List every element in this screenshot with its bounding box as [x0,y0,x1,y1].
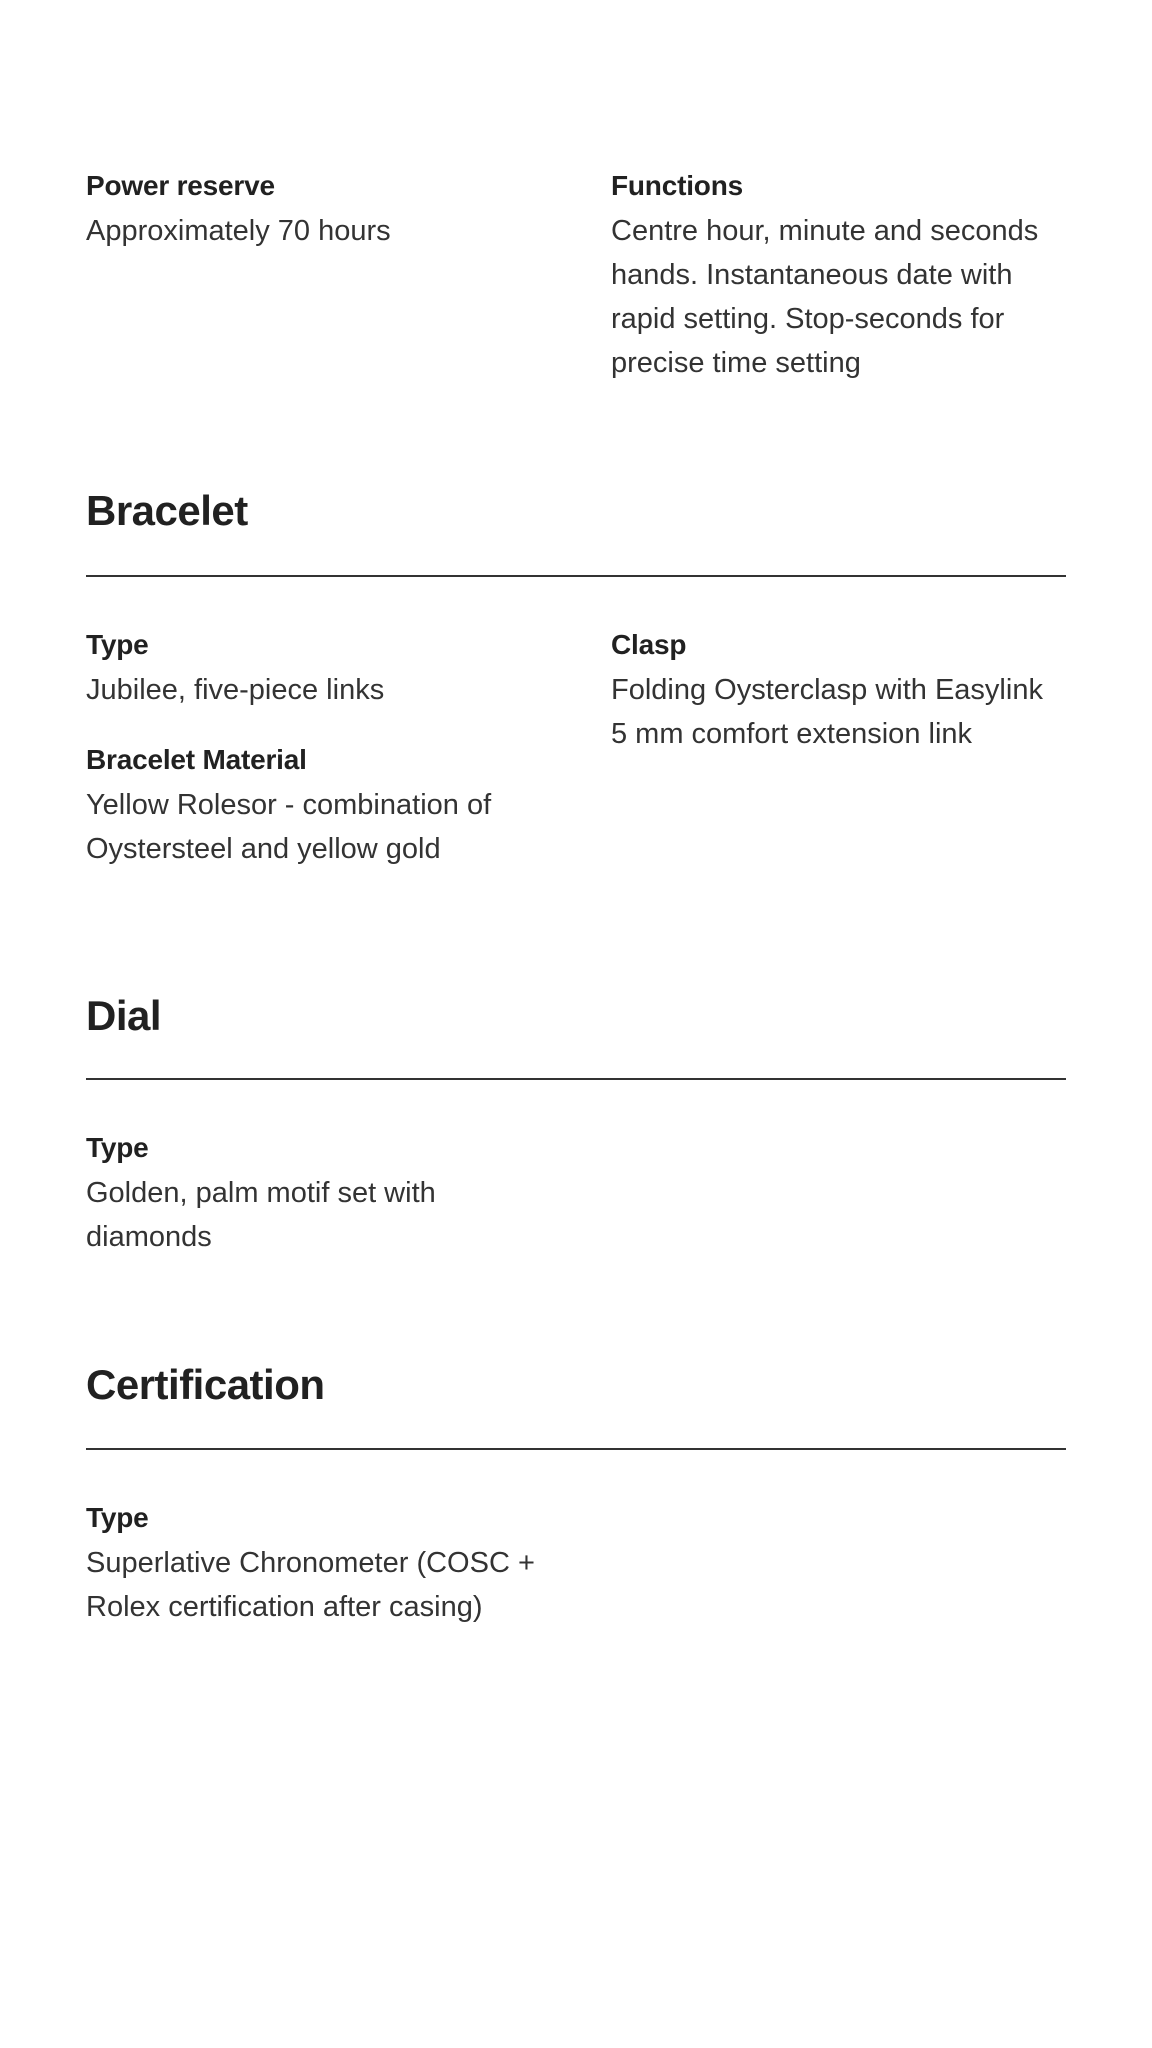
certification-left-column [86,1500,541,1659]
dial-right-column [611,1130,1066,1289]
bracelet-right-column [611,627,1066,901]
dial-divider [86,1078,1066,1080]
clasp-value: Folding Oysterclasp with Easylink 5 mm comfort extension link [611,674,1043,750]
power-reserve-label: Power reserve [86,170,275,201]
spec-power-reserve [86,168,541,253]
movement-left-column [86,168,541,415]
functions-label: Functions [611,170,743,201]
bracelet-left-column [86,627,541,901]
bracelet-material-label: Bracelet Material [86,744,307,775]
dial-section-title: Dial [86,992,162,1039]
clasp-label: Clasp [611,629,687,660]
spec-dial-type [86,1130,541,1259]
spec-bracelet-type [86,627,541,712]
spec-clasp [611,627,1066,756]
certification-type-label: Type [86,1502,149,1533]
certification-type-value: Superlative Chronometer (COSC + Rolex certification after casing) [86,1547,535,1623]
movement-right-column [611,168,1066,415]
spec-certification-type [86,1500,541,1629]
bracelet-section-title: Bracelet [86,487,248,534]
dial-type-label: Type [86,1132,149,1163]
bracelet-specs [86,627,1066,901]
power-reserve-value: Approximately 70 hours [86,215,391,247]
functions-value: Centre hour, minute and seconds hands. Instantaneous date with rapid setting. Stop-seconds for precise time setting [611,215,1039,379]
spec-functions [611,168,1066,385]
bracelet-type-value: Jubilee, five-piece links [86,674,385,706]
certification-divider [86,1448,1066,1450]
spec-bracelet-material [86,742,541,871]
certification-specs [86,1500,1066,1659]
dial-specs [86,1130,1066,1289]
movement-specs [86,168,1066,415]
certification-section-title: Certification [86,1361,325,1408]
certification-right-column [611,1500,1066,1659]
dial-left-column [86,1130,541,1289]
dial-type-value: Golden, palm motif set with diamonds [86,1177,436,1253]
bracelet-divider [86,575,1066,577]
bracelet-type-label: Type [86,629,149,660]
bracelet-material-value: Yellow Rolesor - combination of Oystersteel and yellow gold [86,789,492,865]
